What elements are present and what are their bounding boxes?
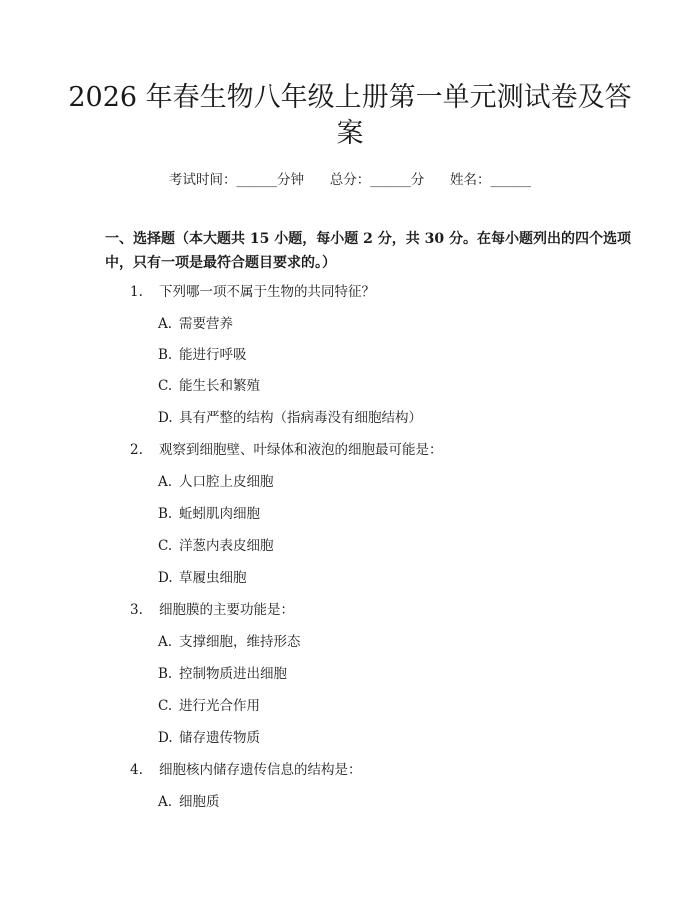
option-text: 需要营养 [179,316,233,332]
question-number: 1. [130,284,143,300]
option-letter: D. [158,570,173,586]
question-number: 4. [130,762,143,778]
option-text: 控制物质进出细胞 [179,666,287,682]
option-letter: B. [158,347,173,363]
question-4 [130,761,362,779]
option-text: 蚯蚓肌肉细胞 [179,506,260,522]
question-1-option-d [158,409,422,427]
option-text: 能进行呼吸 [179,347,247,363]
option-text: 细胞质 [179,794,220,810]
question-3-option-d [158,729,260,747]
question-text: 观察到细胞壁、叶绿体和液泡的细胞最可能是： [159,442,443,458]
option-letter: A. [158,474,173,490]
option-text: 进行光合作用 [179,698,260,714]
option-letter: D. [158,410,173,426]
question-3-option-c [158,697,260,715]
option-text: 洋葱内表皮细胞 [179,538,274,554]
question-2 [130,441,443,459]
question-4-option-a [158,793,220,811]
question-1 [130,283,375,301]
question-text: 下列哪一项不属于生物的共同特征？ [159,284,375,300]
option-letter: A. [158,634,173,650]
question-1-option-c [158,377,260,395]
option-letter: A. [158,794,173,810]
section-heading-multiple-choice: 一、选择题（本大题共 15 小题，每小题 2 分，共 30 分。在每小题列出的四个选项中，只有一项是最符合题目要求的。） [105,231,631,271]
question-1-option-b [158,346,247,364]
question-number: 2. [130,442,143,458]
document-title: 2026 年春生物八年级上册第一单元测试卷及答案 [68,82,632,149]
question-3-option-b [158,665,287,683]
question-number: 3. [130,602,143,618]
option-text: 能生长和繁殖 [179,378,260,394]
question-1-option-a [158,315,233,333]
option-text: 储存遗传物质 [179,730,260,746]
option-letter: A. [158,316,173,332]
question-text: 细胞核内储存遗传信息的结构是： [159,762,362,778]
option-letter: C. [158,698,173,714]
option-text: 支撑细胞，维持形态 [179,634,301,650]
option-text: 草履虫细胞 [179,570,247,586]
option-letter: B. [158,666,173,682]
option-letter: D. [158,730,173,746]
question-2-option-d [158,569,247,587]
question-2-option-b [158,505,260,523]
option-letter: B. [158,506,173,522]
option-letter: C. [158,538,173,554]
option-text: 人口腔上皮细胞 [179,474,274,490]
question-2-option-a [158,473,274,491]
option-letter: C. [158,378,173,394]
question-text: 细胞膜的主要功能是： [159,602,294,618]
question-3 [130,601,294,619]
question-3-option-a [158,633,301,651]
question-2-option-c [158,537,274,555]
option-text: 具有严整的结构（指病毒没有细胞结构） [179,410,422,426]
exam-info-line: 考试时间：______分钟 总分：______分 姓名：______ [169,172,531,188]
